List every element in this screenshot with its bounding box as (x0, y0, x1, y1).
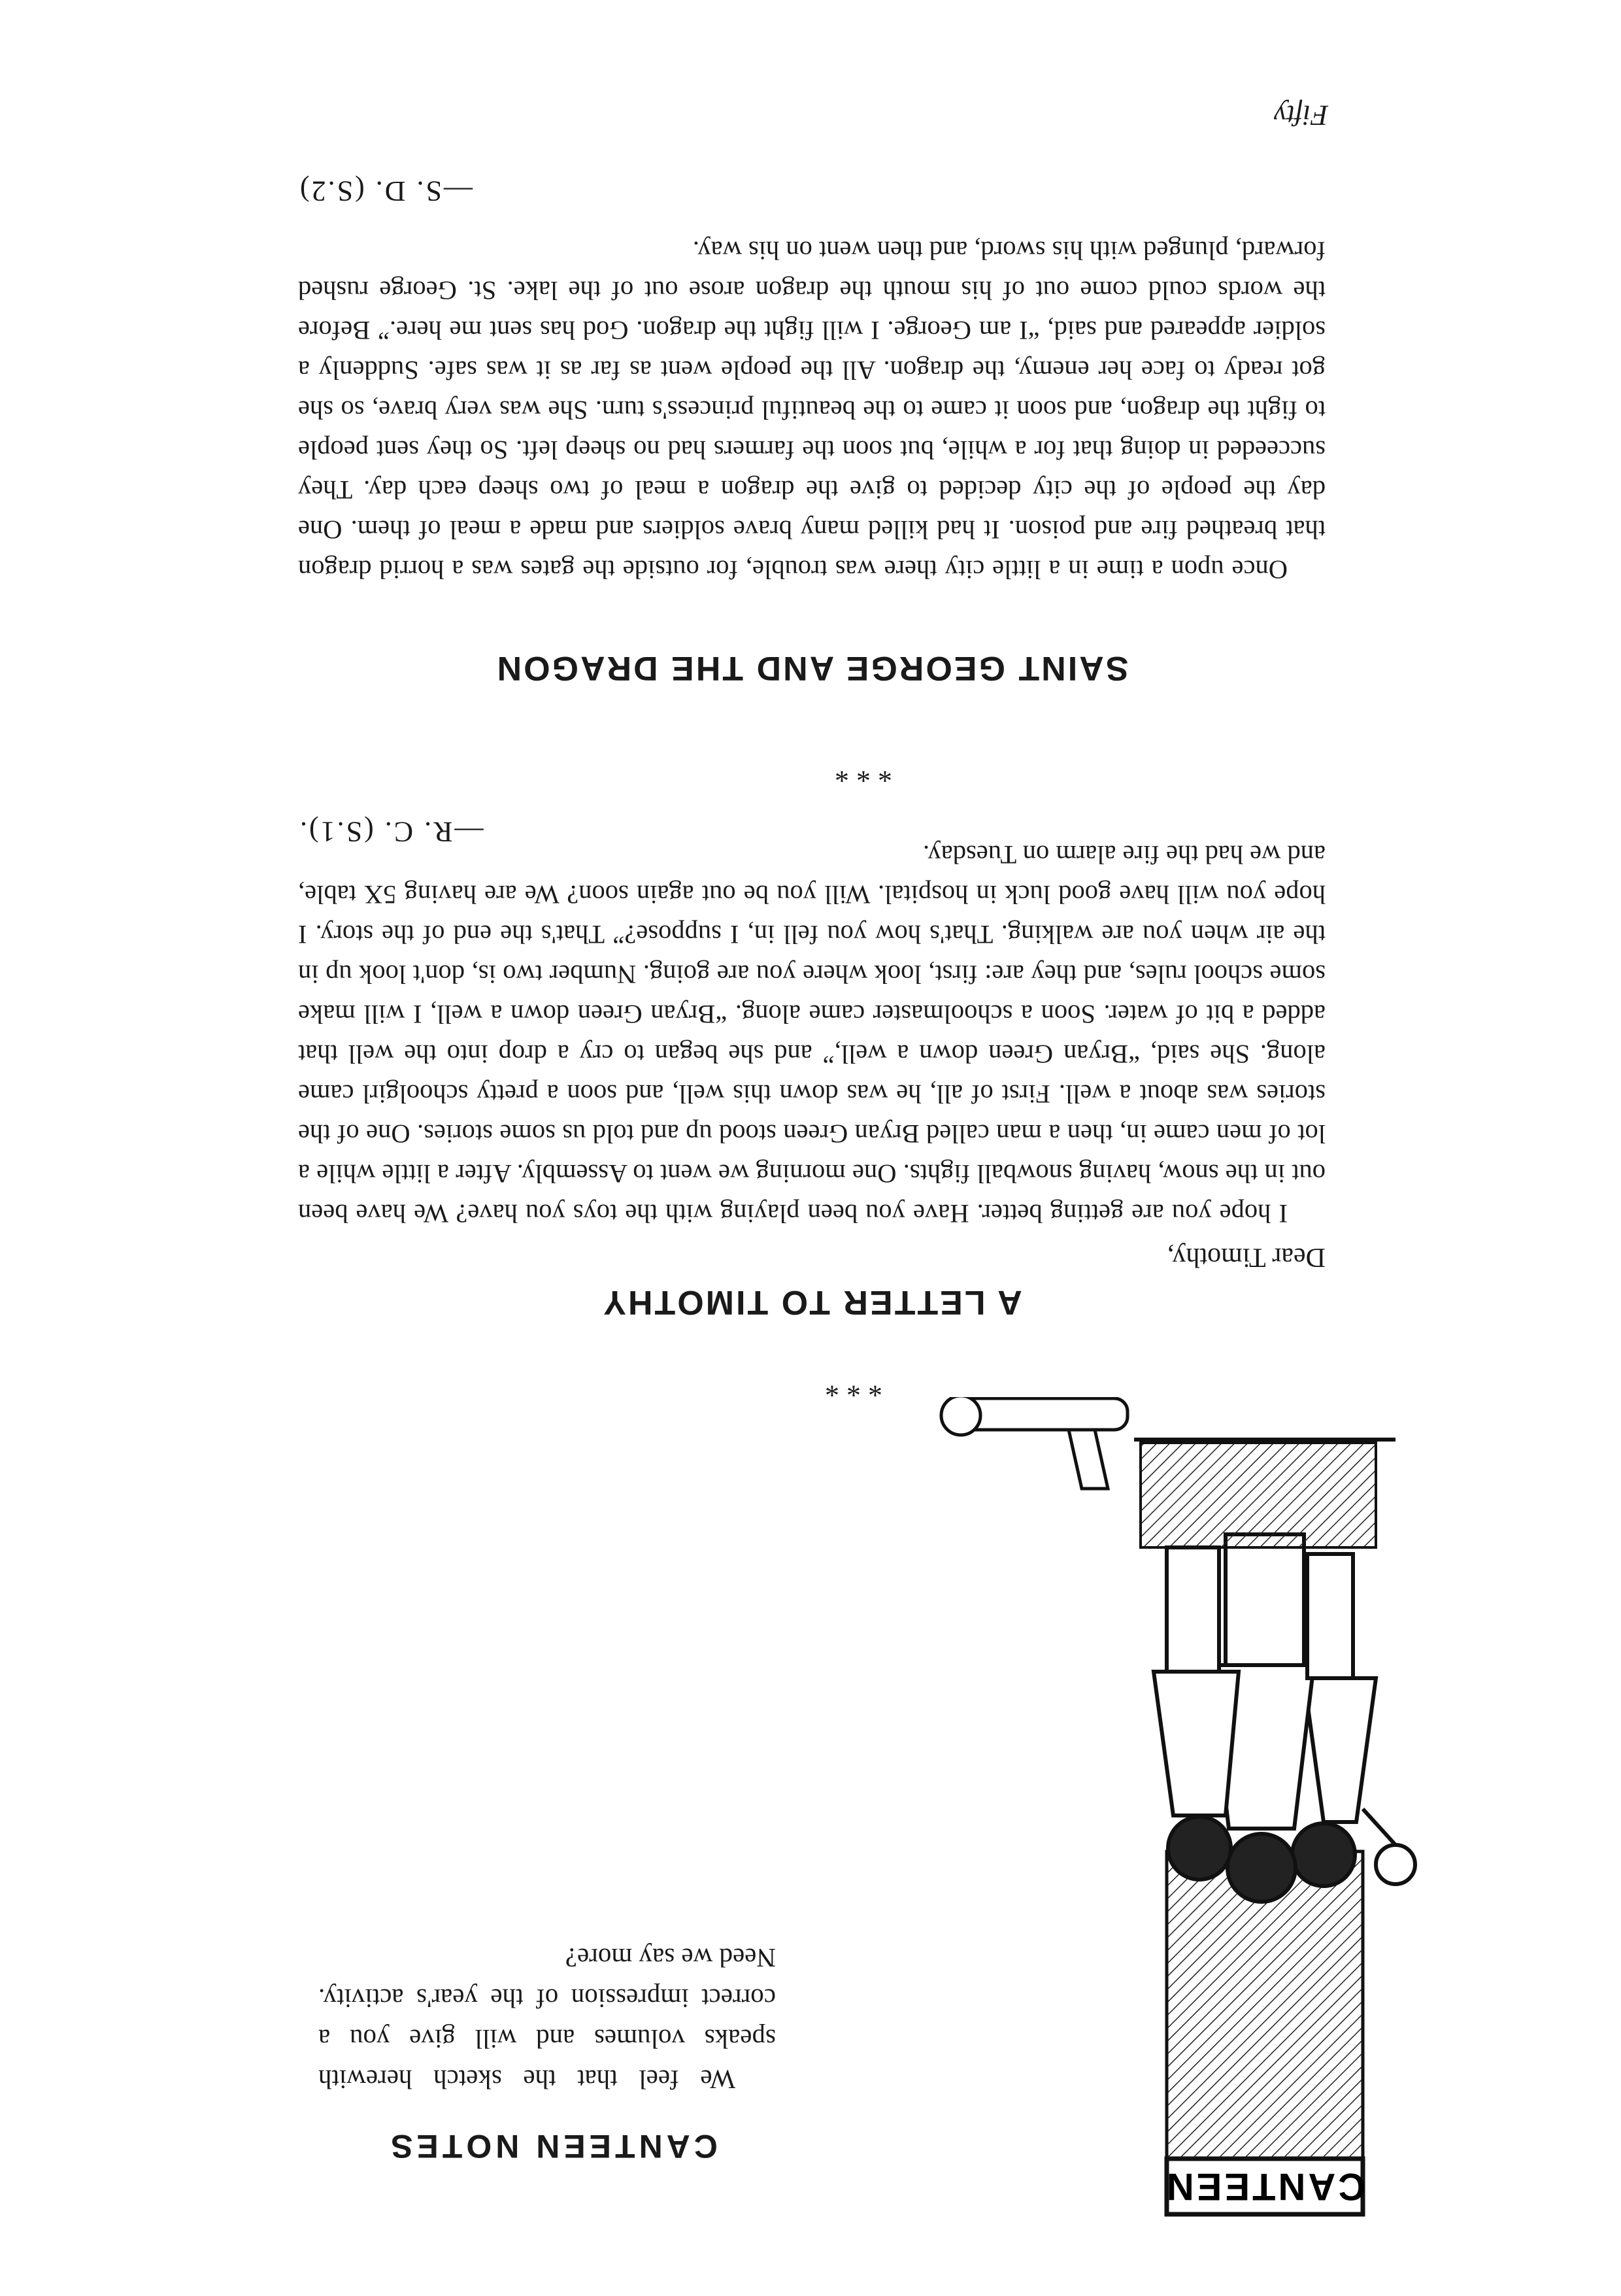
story-signature: —S. D. (S.2) (298, 175, 473, 207)
canteen-text: We feel that the sketch herewith speaks volumes and will give you a correct impression of the year's activity. Need we say more? (318, 1943, 776, 2095)
page-number: Fifty (1273, 99, 1328, 131)
canteen-sign (1164, 2159, 1365, 2214)
letter-signature: —R. C. (S.1). (298, 816, 484, 848)
letter-salutation: Dear Timothy, (1167, 1242, 1326, 1272)
svg-text:CANTEEN: CANTEEN (1163, 2165, 1366, 2208)
section-separator: * * * (825, 1371, 882, 1403)
canteen-heading: CANTEEN NOTES (387, 2128, 718, 2165)
story-heading: SAINT GEORGE AND THE DRAGON (495, 649, 1129, 687)
canteen-section (318, 1397, 1366, 2240)
story-body: Once upon a time in a little city there was trouble, for outside the gates was a horrid dragon that breathed fire and poison. It had killed many brave soldiers and made a meal of them. One day the people of the city decided to give the dragon a meal of two sheep each day. They succeeded in doing that for a while, but soon the farmers had no sheep left. So they sent people to fight the dragon, and soon it came to the beautiful princess's turn. She was very brave, so she got ready to face her enemy, the dragon. All the people went as far as it was safe. Suddenly a soldier appeared and said, “I am George. I will fight the dragon. God has sent me here.” Before the words could come out of his mouth the dragon arose out of the lake. St. George rushed forward, plunged with his sword, and then went on his way. (298, 236, 1326, 584)
canteen-sketch-image (938, 1397, 1435, 2240)
letter-body: I hope you are getting better. Have you been playing with the toys you have? We have been out in the snow, having snowball fights. One morning we went to Assembly. After a little while a lot of men came in, then a man called Bryan Green stood up and told us some stories. One of the stories was about a well. First of all, he was down this well, and soon a pretty schoolgirl came along. She said, “Bryan Green down a well,” and she began to cry a drop into the well that added a bit of water. Soon a schoolmaster came along. “Bryan Green down a well, I will make some school rules, and they are: first, look where you are going. Number two is, don't look up in the air when you are walking. That's how you fell in, I suppose?” That's the end of the story. I hope you will have good luck in hospital. Will you be out again soon? We are having 5X table, and we had the fire alarm on Tuesday. (298, 840, 1326, 1228)
section-separator: * * * (835, 756, 892, 788)
letter-heading: A LETTER TO TIMOTHY (601, 1283, 1022, 1321)
